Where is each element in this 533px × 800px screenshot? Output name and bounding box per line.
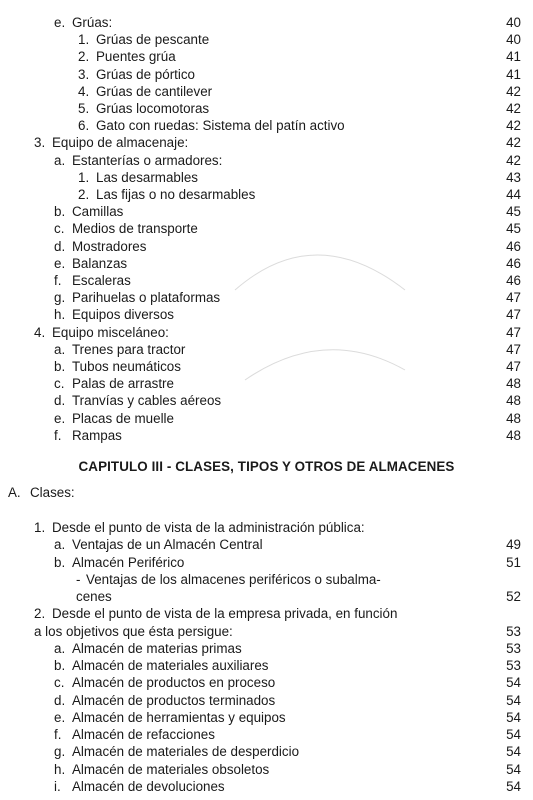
toc-entry-page-number: 54 bbox=[506, 709, 521, 725]
toc-entry-page-number: 40 bbox=[506, 32, 521, 48]
toc-entry bbox=[0, 410, 533, 427]
toc-entry bbox=[0, 375, 533, 392]
toc-entry bbox=[0, 272, 533, 289]
toc-entry-text: Trenes para tractor bbox=[72, 341, 186, 357]
toc-entry-text: Escaleras bbox=[72, 273, 131, 288]
toc-entry bbox=[0, 306, 533, 323]
toc-entry-label: 2. bbox=[78, 187, 90, 202]
toc-entry-page-number: 45 bbox=[506, 204, 521, 220]
section-heading-a bbox=[0, 484, 533, 501]
toc-entry-text: Palas de arrastre bbox=[72, 376, 174, 392]
toc-entry-page-number: 47 bbox=[506, 341, 521, 357]
toc-entry-page-number: 49 bbox=[506, 537, 521, 553]
toc-entry-text: Almacén Periférico bbox=[72, 554, 185, 570]
toc-entry-text: Las fijas o no desarmables bbox=[96, 187, 256, 202]
toc-entry-page-number: 48 bbox=[506, 393, 521, 409]
toc-entry bbox=[0, 778, 533, 795]
toc-entry-label: e. bbox=[54, 15, 66, 30]
toc-entry bbox=[0, 605, 533, 622]
toc-entry-page-number: 53 bbox=[506, 640, 521, 656]
toc-entry bbox=[0, 152, 533, 169]
toc-entry-page-number: 54 bbox=[506, 727, 521, 742]
toc-entry-text: Grúas: bbox=[72, 15, 113, 30]
toc-entry-text: Parihuelas o plataformas bbox=[72, 290, 221, 306]
toc-entry-page-number: 53 bbox=[506, 623, 521, 639]
toc-entry-label: b. bbox=[54, 658, 66, 673]
toc-entry bbox=[0, 640, 533, 657]
toc-entry-text: Placas de muelle bbox=[72, 410, 174, 426]
toc-entry-label: 1. bbox=[78, 169, 90, 185]
toc-entry-text: Almacén de devoluciones bbox=[72, 778, 225, 794]
toc-entry-label: f. bbox=[54, 727, 62, 742]
toc-entry-page-number: 42 bbox=[506, 135, 521, 151]
toc-entry bbox=[0, 66, 533, 83]
toc-entry-page-number: 46 bbox=[506, 255, 521, 271]
toc-entry-text: Puentes grúa bbox=[96, 49, 176, 65]
toc-entry-label: h. bbox=[54, 307, 66, 323]
toc-entry-text: Medios de transporte bbox=[72, 221, 198, 237]
toc-entry-page-number: 54 bbox=[506, 675, 521, 691]
toc-entry-page-number: 54 bbox=[506, 744, 521, 760]
toc-entry-text: Estanterías o armadores: bbox=[72, 152, 223, 168]
toc-entry-page-number: 54 bbox=[506, 778, 521, 794]
toc-entry-text: Almacén de refacciones bbox=[72, 727, 215, 742]
toc-entry bbox=[0, 14, 533, 31]
toc-entry-page-number: 46 bbox=[506, 273, 521, 288]
toc-entry-label: 5. bbox=[78, 101, 90, 116]
toc-entry-text: Almacén de materiales auxiliares bbox=[72, 658, 269, 673]
toc-entry-label: h. bbox=[54, 761, 66, 777]
toc-entry-page-number: 42 bbox=[506, 152, 521, 168]
toc-entry bbox=[0, 519, 533, 536]
toc-entry bbox=[0, 692, 533, 709]
toc-entry-label: 2. bbox=[78, 49, 90, 65]
toc-entry-label: d. bbox=[54, 238, 66, 254]
toc-entry-label: f. bbox=[54, 427, 62, 443]
toc-entry bbox=[0, 743, 533, 760]
toc-entry bbox=[0, 674, 533, 691]
toc-entry-label: 4. bbox=[78, 83, 90, 99]
toc-entry-label: 4. bbox=[34, 324, 46, 340]
toc-entry bbox=[0, 48, 533, 65]
toc-entry-page-number: 54 bbox=[506, 761, 521, 777]
toc-entry bbox=[0, 203, 533, 220]
toc-entry-page-number: 46 bbox=[506, 238, 521, 254]
toc-entry-page-number: 41 bbox=[506, 49, 521, 65]
toc-entry bbox=[0, 238, 533, 255]
toc-entry-text: a los objetivos que ésta persigue: bbox=[34, 623, 233, 639]
toc-entry-page-number: 40 bbox=[506, 15, 521, 30]
toc-entry-page-number: 48 bbox=[506, 410, 521, 426]
toc-entry bbox=[0, 709, 533, 726]
toc-entry-label: g. bbox=[54, 290, 66, 306]
toc-entry-text: Tranvías y cables aéreos bbox=[72, 393, 222, 409]
section-label: A. bbox=[8, 485, 21, 500]
toc-entry bbox=[0, 220, 533, 237]
toc-entry-text: Camillas bbox=[72, 204, 124, 220]
toc-entry-text: Desde el punto de vista de la empresa privada, en función bbox=[52, 606, 398, 622]
toc-entry-label: 3. bbox=[78, 66, 90, 82]
toc-entry-label: c. bbox=[54, 221, 65, 237]
toc-entry-text: Almacén de materias primas bbox=[72, 640, 242, 656]
toc-entry bbox=[0, 761, 533, 778]
toc-entry-label: a. bbox=[54, 640, 66, 656]
toc-entry-label: c. bbox=[54, 376, 65, 392]
toc-entry-label: d. bbox=[54, 393, 66, 409]
toc-entry-page-number: 48 bbox=[506, 376, 521, 392]
toc-entry-page-number: 51 bbox=[506, 554, 521, 570]
toc-entry-text: cenes bbox=[76, 589, 112, 604]
toc-entry-text: Almacén de herramientas y equipos bbox=[72, 709, 286, 725]
toc-entry-label: d. bbox=[54, 692, 66, 708]
toc-entry-label: i. bbox=[54, 778, 61, 794]
toc-entry bbox=[0, 255, 533, 272]
toc-entry-label: 1. bbox=[78, 32, 90, 48]
toc-entry bbox=[0, 134, 533, 151]
toc-entry-label: 6. bbox=[78, 118, 90, 134]
toc-entry-text: Mostradores bbox=[72, 238, 147, 254]
toc-entry-label: 2. bbox=[34, 606, 46, 622]
toc-entry bbox=[0, 83, 533, 100]
toc-entry-label: g. bbox=[54, 744, 66, 760]
toc-entry-page-number: 42 bbox=[506, 101, 521, 116]
toc-entry-page-number: 47 bbox=[506, 290, 521, 306]
toc-entry-text: Equipo de almacenaje: bbox=[52, 135, 189, 151]
toc-entry-text: Desde el punto de vista de la administración pública: bbox=[52, 520, 365, 535]
toc-entry-text: Almacén de materiales obsoletos bbox=[72, 761, 270, 777]
toc-entry-label: f. bbox=[54, 273, 62, 288]
toc-entry-text: Grúas de pórtico bbox=[96, 66, 195, 82]
toc-entry-label: a. bbox=[54, 537, 66, 553]
toc-entry-page-number: 53 bbox=[506, 658, 521, 673]
toc-entry-page-number: 47 bbox=[506, 359, 521, 374]
toc-entry bbox=[0, 100, 533, 117]
toc-entry-label: e. bbox=[54, 410, 66, 426]
toc-entry-text: Las desarmables bbox=[96, 169, 198, 185]
toc-entry bbox=[0, 289, 533, 306]
section-text: Clases: bbox=[30, 485, 75, 500]
toc-entry-text: Grúas de pescante bbox=[96, 32, 210, 48]
toc-entry-page-number: 43 bbox=[506, 169, 521, 185]
toc-entry bbox=[0, 588, 533, 605]
toc-entry-label: a. bbox=[54, 341, 66, 357]
toc-entry-page-number: 41 bbox=[506, 66, 521, 82]
toc-entry-text: Ventajas de un Almacén Central bbox=[72, 537, 263, 553]
toc-entry-page-number: 44 bbox=[506, 187, 521, 202]
toc-entry bbox=[0, 358, 533, 375]
toc-entry-page-number: 47 bbox=[506, 324, 521, 340]
toc-entry-text: Equipo misceláneo: bbox=[52, 324, 169, 340]
toc-entry-label: b. bbox=[54, 204, 66, 220]
toc-entry bbox=[0, 31, 533, 48]
toc-entry bbox=[0, 324, 533, 341]
toc-entry-text: Ventajas de los almacenes periféricos o subalma- bbox=[86, 571, 381, 587]
toc-entry bbox=[0, 427, 533, 444]
chapter-title: CAPITULO III - CLASES, TIPOS Y OTROS DE ALMACENES bbox=[78, 459, 455, 474]
toc-entry bbox=[0, 169, 533, 186]
toc-entry-label: 3. bbox=[34, 135, 46, 151]
toc-entry bbox=[0, 536, 533, 553]
toc-entry-text: Almacén de productos en proceso bbox=[72, 675, 276, 691]
toc-entry-text: Gato con ruedas: Sistema del patín activo bbox=[96, 118, 345, 134]
toc-entry-label: c. bbox=[54, 675, 65, 691]
toc-entry-text: Balanzas bbox=[72, 255, 128, 271]
toc-entry-page-number: 48 bbox=[506, 427, 521, 443]
toc-entry-text: Grúas locomotoras bbox=[96, 101, 210, 116]
toc-entry-label: b. bbox=[54, 359, 66, 374]
toc-entry-label: - bbox=[76, 571, 81, 587]
toc-entry-text: Almacén de productos terminados bbox=[72, 692, 276, 708]
toc-entry bbox=[0, 186, 533, 203]
toc-entry-label: a. bbox=[54, 152, 66, 168]
toc-entry bbox=[0, 623, 533, 640]
toc-entry-text: Rampas bbox=[72, 427, 122, 443]
toc-entry bbox=[0, 554, 533, 571]
toc-entry bbox=[0, 117, 533, 134]
toc-entry-label: b. bbox=[54, 554, 66, 570]
toc-entry-label: e. bbox=[54, 255, 66, 271]
toc-entry-text: Grúas de cantilever bbox=[96, 83, 213, 99]
toc-entry bbox=[0, 726, 533, 743]
toc-entry-page-number: 45 bbox=[506, 221, 521, 237]
toc-entry bbox=[0, 341, 533, 358]
toc-entry-text: Tubos neumáticos bbox=[72, 359, 181, 374]
toc-entry-page-number: 54 bbox=[506, 692, 521, 708]
toc-entry-label: 1. bbox=[34, 520, 46, 535]
toc-entry-page-number: 42 bbox=[506, 83, 521, 99]
toc-entry-label: e. bbox=[54, 709, 66, 725]
toc-entry-text: Equipos diversos bbox=[72, 307, 174, 323]
toc-entry-text: Almacén de materiales de desperdicio bbox=[72, 744, 300, 760]
toc-entry bbox=[0, 571, 533, 588]
toc-entry-page-number: 47 bbox=[506, 307, 521, 323]
toc-entry-page-number: 52 bbox=[506, 589, 521, 604]
toc-entry-page-number: 42 bbox=[506, 118, 521, 134]
toc-entry bbox=[0, 657, 533, 674]
toc-entry bbox=[0, 392, 533, 409]
